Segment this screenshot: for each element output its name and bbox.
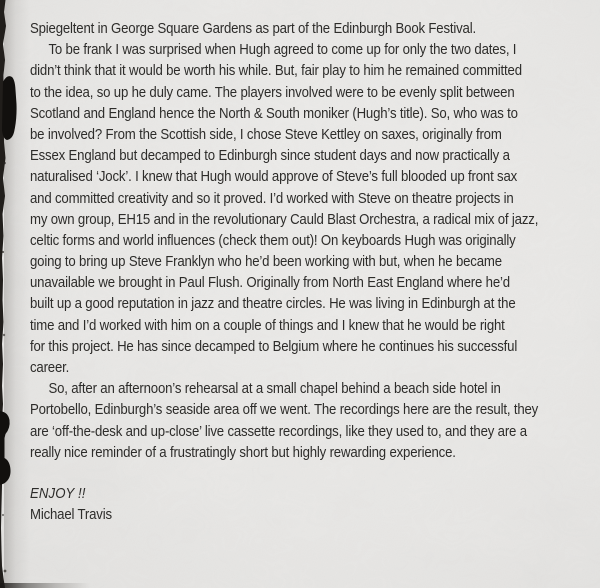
liner-notes-text <box>30 18 600 525</box>
text-line: naturalised ‘Jock’. I knew that Hugh would approve of Steve’s full blooded up front sax <box>30 168 518 186</box>
text-line: To be frank I was surprised when Hugh agreed to come up for only the two dates, I <box>48 41 517 59</box>
text-line: Portobello, Edinburgh’s seaside area off we went. The recordings here are the result, they <box>30 401 539 419</box>
signoff-enjoy: ENJOY !! <box>30 484 86 502</box>
text-line: going to bring up Steve Franklyn who he’d been working with but, when he became <box>30 253 502 271</box>
torn-binding-edge <box>0 0 30 588</box>
text-line: for this project. He has since decamped to Belgium where he continues his successful <box>30 337 518 355</box>
liner-notes-lines <box>30 18 600 463</box>
edge-speck <box>3 334 5 336</box>
edge-speck <box>4 570 7 573</box>
text-line: built up a good reputation in jazz and theatre circles. He was living in Edinburgh at the <box>30 295 516 313</box>
bottom-edge-smudge <box>0 583 90 588</box>
edge-speck <box>3 162 6 165</box>
staple-mark-bottom <box>0 411 11 485</box>
text-line: to the idea, so up he duly came. The players involved were to be evenly split between <box>30 83 515 101</box>
text-line: be involved? From the Scottish side, I chose Steve Kettley on saxes, originally from <box>30 125 502 143</box>
text-line: my own group, EH15 and in the revolutionary Cauld Blast Orchestra, a radical mix of jazz, <box>30 210 539 228</box>
edge-speck <box>2 251 4 253</box>
signoff-author: Michael Travis <box>30 506 112 524</box>
text-line: Spiegeltent in George Square Gardens as part of the Edinburgh Book Festival. <box>30 20 476 37</box>
text-line: Scotland and England hence the North & South moniker (Hugh’s title). So, who was to <box>30 104 518 122</box>
edge-speck <box>2 514 4 516</box>
signoff <box>30 483 600 525</box>
text-line: time and I’d worked with him on a couple of things and I knew that he would be right <box>30 316 505 334</box>
text-line: are ‘off-the-desk and up-close’ live cassette recordings, like they used to, and they are a <box>30 422 527 440</box>
text-line: career. <box>30 359 70 376</box>
text-line: really nice reminder of a frustratingly short but highly rewarding experience. <box>30 443 456 461</box>
staple-mark-top <box>2 76 17 140</box>
text-line: Essex England but decamped to Edinburgh since student days and now practically a <box>30 147 510 165</box>
text-line: didn’t think that it would be worth his while. But, fair play to him he remained committed <box>30 62 522 80</box>
text-line: and committed creativity and so it proved. I’d worked with Steve on theatre projects in <box>30 189 514 207</box>
text-line: So, after an afternoon’s rehearsal at a small chapel behind a beach side hotel in <box>48 380 501 398</box>
text-line: celtic forms and world influences (check them out)! On keyboards Hugh was originally <box>30 231 516 249</box>
text-line: unavailable we brought in Paul Flush. Originally from North East England where he’d <box>30 274 510 292</box>
